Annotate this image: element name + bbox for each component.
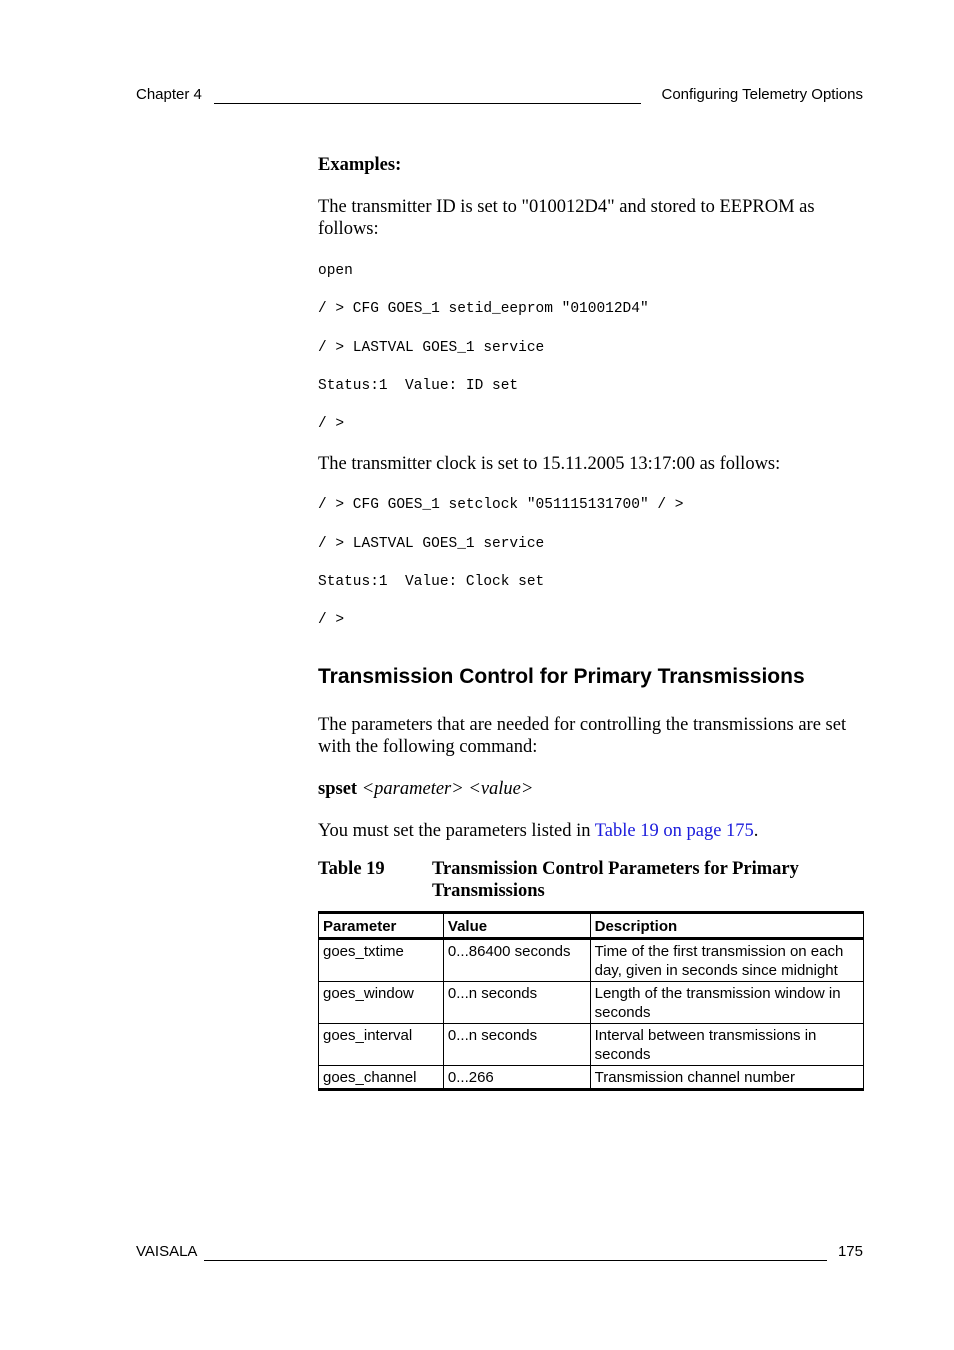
table-cell: Interval between transmissions in seconds	[590, 1024, 863, 1066]
footer-company: VAISALA	[136, 1243, 198, 1260]
table-cell: 0...n seconds	[443, 1024, 590, 1066]
code-line: / > LASTVAL GOES_1 service	[318, 340, 545, 356]
paragraph-transmitter-id: The transmitter ID is set to "010012D4" and stored to EEPROM as follows:	[318, 197, 815, 239]
header-rule	[214, 103, 641, 104]
examples-heading: Examples:	[318, 155, 402, 175]
table-cell: Time of the first transmission on each day, given in seconds since midnight	[590, 939, 863, 982]
table-cell: 0...266	[443, 1066, 590, 1090]
code-line: open	[318, 263, 353, 279]
table-cell: Length of the transmission window in seconds	[590, 982, 863, 1024]
table-header-row	[319, 913, 864, 939]
page-footer	[136, 1243, 863, 1265]
reference-text: You must set the parameters listed in	[318, 821, 595, 841]
command-syntax	[318, 778, 863, 800]
table-cell: Transmission channel number	[590, 1066, 863, 1090]
table-row	[319, 939, 864, 982]
table-cell: goes_txtime	[319, 939, 444, 982]
code-line: / > LASTVAL GOES_1 service	[318, 536, 545, 552]
table-caption-title: Transmission Control Parameters for Primary Transmissions	[432, 859, 799, 901]
table-row	[319, 1066, 864, 1090]
paragraph-parameters-intro: The parameters that are needed for controlling the transmissions are set with the following command:	[318, 715, 847, 757]
code-line: / >	[318, 612, 345, 628]
code-line: Status:1 Value: ID set	[318, 378, 519, 394]
page-number: 175	[837, 1243, 863, 1260]
table-cell: 0...86400 seconds	[443, 939, 590, 982]
command-name: spset	[318, 779, 358, 799]
code-line: Status:1 Value: Clock set	[318, 574, 545, 590]
column-header: Value	[443, 913, 590, 939]
column-header: Description	[590, 913, 863, 939]
table-19-link[interactable]: Table 19 on page 175	[594, 821, 754, 841]
table-cell: goes_window	[319, 982, 444, 1024]
table-cell: goes_interval	[319, 1024, 444, 1066]
reference-text-end: .	[753, 821, 759, 841]
footer-rule	[204, 1260, 827, 1261]
code-line: / > CFG GOES_1 setid_eeprom "010012D4"	[318, 301, 649, 317]
paragraph-transmitter-clock: The transmitter clock is set to 15.11.2005 13:17:00 as follows:	[318, 454, 781, 474]
header-chapter: Chapter 4	[136, 86, 202, 103]
table-row	[319, 1024, 864, 1066]
code-line: / > CFG GOES_1 setclock "051115131700" / >	[318, 497, 684, 513]
code-line: / >	[318, 416, 345, 432]
column-header: Parameter	[319, 913, 444, 939]
table-cell: 0...n seconds	[443, 982, 590, 1024]
header-title: Configuring Telemetry Options	[658, 86, 864, 103]
table-cell: goes_channel	[319, 1066, 444, 1090]
paragraph-table-reference	[318, 820, 863, 842]
command-args: <parameter> <value>	[361, 779, 534, 799]
table-row	[319, 982, 864, 1024]
section-heading: Transmission Control for Primary Transmissions	[318, 665, 805, 688]
table-caption-number: Table 19	[318, 859, 385, 879]
parameters-table	[318, 911, 864, 1091]
page-header	[136, 86, 863, 108]
